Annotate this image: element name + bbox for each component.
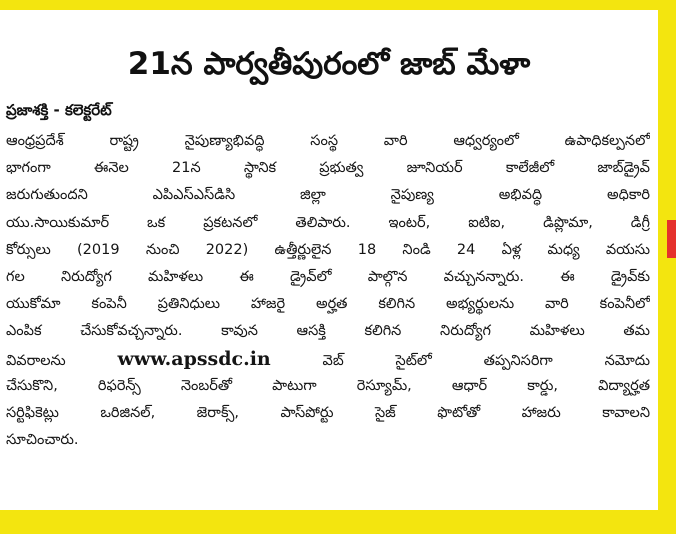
article-line: ఎంపిక చేసుకోవచ్చన్నారు. కావున ఆసక్తి కలిగిన నిరుద్యోగ మహిళలు తమ <box>6 323 650 340</box>
red-edge-marker <box>667 220 676 258</box>
article-byline: ప్రజాశక్తి - కలెక్టరేట్ <box>6 101 112 119</box>
article-line: జరుగుతుందని ఎపిఎస్ఎస్‌డిసి జిల్లా నైపుణ్య అభివద్ధి అధికారి <box>6 187 650 204</box>
article-line: యు.సాయికుమార్ ఒక ప్రకటనలో తెలిపారు. ఇంటర్, ఐటిఐ, డిప్లొమా, డిగ్రీ <box>6 214 650 231</box>
article-line: గల నిరుద్యోగ మహిళలు ఈ డ్రైవ్‌లో పాల్గొన వచ్చునన్నారు. ఈ డ్రైవ్‌కు <box>6 268 650 285</box>
url-line-prefix: వివరాలను <box>6 352 66 369</box>
article-body <box>6 128 650 454</box>
article-line: భాగంగా ఈనెల 21న స్థానిక ప్రభుత్వ జూనియర్ కాలేజీలో జాబ్‌డ్రైవ్ <box>6 160 650 177</box>
article-url-line <box>6 346 650 373</box>
article-line: కోర్సులు (2019 నుంచి 2022) ఉత్తీర్ణులైన 18 నిండి 24 ఏళ్ల మధ్య వయసు <box>6 241 650 258</box>
article-line: యుకోమా కంపెనీ ప్రతినిధులు హాజరై అర్హత కలిగిన అభ్యర్థులను వారి కంపెనీలో <box>6 296 650 313</box>
url-line-suffix: వెబ్ సైట్‌లో తప్పనిసరిగా నమోదు <box>322 352 650 369</box>
website-url: www.apssdc.in <box>117 347 271 370</box>
newspaper-clipping <box>0 10 658 510</box>
article-line: చేసుకొని, రిఫరెన్స్ నెంబర్‌తో పాటుగా రెస్యూమ్, ఆధార్ కార్డు, విద్యార్హత <box>6 377 650 394</box>
article-line: సూచించారు. <box>6 432 79 449</box>
article-headline: 21న పార్వతీపురంలో జాబ్ మేళా <box>127 46 531 82</box>
right-border-strip <box>658 10 676 510</box>
article-line: ఆంధ్రప్రదేశ్ రాష్ట్ర నైపుణ్యాభివద్ధి సంస్థ వారి ఆధ్వర్యంలో ఉపాధికల్పనలో <box>6 133 650 149</box>
article-line: సర్టిఫికెట్లు ఒరిజినల్, జెరాక్స్, పాస్‌పోర్టు సైజ్ ఫొటోతో హాజరు కావాలని <box>6 404 650 421</box>
